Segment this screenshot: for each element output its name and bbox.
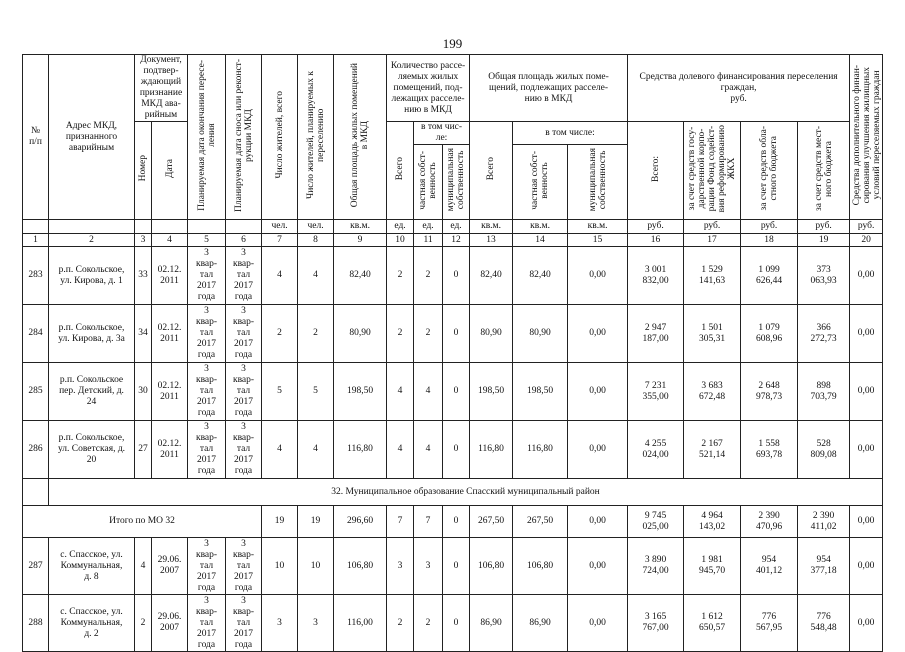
row-doc-date: 02.12. 2011	[152, 363, 188, 421]
subtotal-fund-total: 9 745 025,00	[628, 506, 684, 538]
subtotal-res-total: 19	[262, 506, 298, 538]
subtotal-additional: 0,00	[850, 506, 883, 538]
row-planned-end: 3 квар- тал 2017 года	[188, 538, 226, 595]
column-number: 5	[188, 234, 226, 247]
row-area: 116,00	[334, 595, 387, 652]
row-ar-municipal: 0,00	[568, 363, 628, 421]
row-additional: 0,00	[850, 305, 883, 363]
row-doc-number: 27	[135, 421, 152, 479]
column-number: 3	[135, 234, 152, 247]
column-number: 8	[298, 234, 334, 247]
header-document: Документ, подтвер- ждающий признание МКД ава- рийным	[135, 55, 188, 122]
column-number: 15	[568, 234, 628, 247]
header-rooms-total: Всего	[387, 122, 414, 220]
row-number: 284	[23, 305, 49, 363]
header-rooms-municipal: муниципальная собственность	[443, 145, 470, 220]
row-res-total: 4	[262, 421, 298, 479]
row-planned-end: 3 квар- тал 2017 года	[188, 595, 226, 652]
row-doc-number: 30	[135, 363, 152, 421]
row-fund-total: 2 947 187,00	[628, 305, 684, 363]
row-rooms-total: 2	[387, 247, 414, 305]
header-funding-fund: за счет средств госу- дарственной корпо- рации Фонд содейст- вия реформированию ЖКХ	[684, 122, 741, 220]
subtotal-ar-municipal: 0,00	[568, 506, 628, 538]
row-address: р.п. Сокольское, ул. Кирова, д. 3а	[49, 305, 135, 363]
row-rooms-private: 2	[414, 595, 443, 652]
row-number: 288	[23, 595, 49, 652]
column-number: 13	[470, 234, 513, 247]
row-fund-total: 7 231 355,00	[628, 363, 684, 421]
row-ar-municipal: 0,00	[568, 305, 628, 363]
table-row	[23, 595, 883, 652]
row-planned-end: 3 квар- тал 2017 года	[188, 247, 226, 305]
header-rooms-private: частная собст- венность	[414, 145, 443, 220]
row-ar-total: 116,80	[470, 421, 513, 479]
row-rooms-total: 2	[387, 305, 414, 363]
row-doc-date: 02.12. 2011	[152, 421, 188, 479]
row-ar-municipal: 0,00	[568, 421, 628, 479]
subtotal-fund-fund: 4 964 143,02	[684, 506, 741, 538]
row-planned-demolition: 3 квар- тал 2017 года	[226, 595, 262, 652]
row-fund-fund: 2 167 521,14	[684, 421, 741, 479]
row-rooms-municipal: 0	[443, 305, 470, 363]
column-number: 18	[741, 234, 798, 247]
header-area-resettle: Общая площадь жилых поме- щений, подлежащих расселе- нию в МКД	[470, 55, 628, 122]
row-ar-municipal: 0,00	[568, 595, 628, 652]
row-doc-date: 29.06. 2007	[152, 595, 188, 652]
row-doc-number: 2	[135, 595, 152, 652]
header-total-area: Общая площадь жилых помещений в МКД	[334, 55, 387, 220]
column-number: 2	[49, 234, 135, 247]
unit-cell: чел.	[262, 220, 298, 234]
row-res-planned: 5	[298, 363, 334, 421]
row-ar-private: 80,90	[513, 305, 568, 363]
unit-cell: руб.	[850, 220, 883, 234]
row-doc-number: 34	[135, 305, 152, 363]
row-area: 80,90	[334, 305, 387, 363]
row-address: р.п. Сокольское, ул. Советская, д. 20	[49, 421, 135, 479]
row-fund-fund: 1 612 650,57	[684, 595, 741, 652]
section-row	[23, 479, 883, 506]
table-row	[23, 305, 883, 363]
row-fund-regional: 1 558 693,78	[741, 421, 798, 479]
row-fund-regional: 2 648 978,73	[741, 363, 798, 421]
column-number: 12	[443, 234, 470, 247]
column-number: 14	[513, 234, 568, 247]
subtotal-fund-regional: 2 390 470,96	[741, 506, 798, 538]
unit-cell: ед.	[387, 220, 414, 234]
column-number: 17	[684, 234, 741, 247]
row-rooms-municipal: 0	[443, 247, 470, 305]
table-row	[23, 538, 883, 595]
row-planned-demolition: 3 квар- тал 2017 года	[226, 305, 262, 363]
column-number: 9	[334, 234, 387, 247]
row-fund-regional: 1 079 608,96	[741, 305, 798, 363]
row-ar-private: 86,90	[513, 595, 568, 652]
row-fund-local: 366 272,73	[798, 305, 850, 363]
row-fund-fund: 1 529 141,63	[684, 247, 741, 305]
column-number: 10	[387, 234, 414, 247]
subtotal-area: 296,60	[334, 506, 387, 538]
row-ar-total: 80,90	[470, 305, 513, 363]
row-fund-local: 373 063,93	[798, 247, 850, 305]
row-number: 286	[23, 421, 49, 479]
unit-cell: руб.	[798, 220, 850, 234]
column-number: 20	[850, 234, 883, 247]
header-planned-end: Планируемая дата окончания пересе- ления	[188, 55, 226, 220]
unit-cell: ед.	[414, 220, 443, 234]
row-rooms-municipal: 0	[443, 595, 470, 652]
row-rooms-total: 4	[387, 363, 414, 421]
row-fund-local: 776 548,48	[798, 595, 850, 652]
row-fund-fund: 1 981 945,70	[684, 538, 741, 595]
row-planned-end: 3 квар- тал 2017 года	[188, 421, 226, 479]
row-additional: 0,00	[850, 247, 883, 305]
header-area-municipal: муниципальная собственность	[568, 145, 628, 220]
row-fund-regional: 776 567,95	[741, 595, 798, 652]
unit-cell: кв.м.	[470, 220, 513, 234]
row-ar-private: 116,80	[513, 421, 568, 479]
row-fund-local: 898 703,79	[798, 363, 850, 421]
header-row-2	[23, 122, 883, 145]
unit-cell: чел.	[298, 220, 334, 234]
row-ar-private: 198,50	[513, 363, 568, 421]
table-row	[23, 247, 883, 305]
unit-cell: кв.м.	[513, 220, 568, 234]
header-rooms-incl: в том чис- ле:	[414, 122, 470, 145]
row-planned-end: 3 квар- тал 2017 года	[188, 363, 226, 421]
row-address: р.п. Сокольское пер. Детский, д. 24	[49, 363, 135, 421]
subtotal-rooms-municipal: 0	[443, 506, 470, 538]
row-fund-fund: 3 683 672,48	[684, 363, 741, 421]
row-ar-private: 82,40	[513, 247, 568, 305]
unit-cell: кв.м.	[334, 220, 387, 234]
row-rooms-total: 4	[387, 421, 414, 479]
page-number: 199	[442, 36, 463, 51]
row-res-total: 5	[262, 363, 298, 421]
unit-cell: руб.	[741, 220, 798, 234]
row-address: р.п. Сокольское, ул. Кирова, д. 1	[49, 247, 135, 305]
row-rooms-private: 2	[414, 247, 443, 305]
row-fund-local: 528 809,08	[798, 421, 850, 479]
row-fund-regional: 954 401,12	[741, 538, 798, 595]
column-number: 4	[152, 234, 188, 247]
row-res-total: 3	[262, 595, 298, 652]
row-res-planned: 10	[298, 538, 334, 595]
row-rooms-total: 2	[387, 595, 414, 652]
resettlement-table	[22, 54, 883, 652]
row-doc-number: 4	[135, 538, 152, 595]
subtotal-label: Итого по МО 32	[23, 506, 262, 538]
subtotal-row	[23, 506, 883, 538]
section-spacer	[23, 479, 49, 506]
header-funding-local: за счет средств мест- ного бюджета	[798, 122, 850, 220]
row-rooms-private: 4	[414, 363, 443, 421]
header-row-1	[23, 55, 883, 122]
row-additional: 0,00	[850, 538, 883, 595]
column-number: 11	[414, 234, 443, 247]
row-res-planned: 2	[298, 305, 334, 363]
row-fund-regional: 1 099 626,44	[741, 247, 798, 305]
row-additional: 0,00	[850, 421, 883, 479]
header-planned-demolition: Планируемая дата сноса или реконст- рукции МКД	[226, 55, 262, 220]
row-res-planned: 3	[298, 595, 334, 652]
row-rooms-municipal: 0	[443, 421, 470, 479]
row-res-total: 10	[262, 538, 298, 595]
unit-cell: кв.м.	[568, 220, 628, 234]
row-rooms-municipal: 0	[443, 538, 470, 595]
row-doc-number: 33	[135, 247, 152, 305]
header-funding: Средства долевого финансирования переселения граждан, руб.	[628, 55, 850, 122]
header-residents-total: Число жителей, всего	[262, 55, 298, 220]
row-res-planned: 4	[298, 421, 334, 479]
subtotal-rooms-private: 7	[414, 506, 443, 538]
column-number: 7	[262, 234, 298, 247]
row-additional: 0,00	[850, 363, 883, 421]
units-row	[23, 220, 883, 234]
header-area-private: частная собст- венность	[513, 145, 568, 220]
column-numbers-row	[23, 234, 883, 247]
row-address: с. Спасское, ул. Коммунальная, д. 2	[49, 595, 135, 652]
row-res-total: 2	[262, 305, 298, 363]
row-address: с. Спасское, ул. Коммунальная, д. 8	[49, 538, 135, 595]
row-planned-end: 3 квар- тал 2017 года	[188, 305, 226, 363]
row-rooms-private: 3	[414, 538, 443, 595]
header-residents-planned: Число жителей, планируемых к переселению	[298, 55, 334, 220]
row-rooms-municipal: 0	[443, 363, 470, 421]
row-rooms-private: 4	[414, 421, 443, 479]
header-area-total: Всего	[470, 122, 513, 220]
table-row	[23, 363, 883, 421]
row-res-planned: 4	[298, 247, 334, 305]
row-number: 285	[23, 363, 49, 421]
row-doc-date: 29.06. 2007	[152, 538, 188, 595]
column-number: 6	[226, 234, 262, 247]
row-ar-total: 82,40	[470, 247, 513, 305]
row-ar-municipal: 0,00	[568, 247, 628, 305]
subtotal-ar-private: 267,50	[513, 506, 568, 538]
row-ar-total: 86,90	[470, 595, 513, 652]
row-ar-total: 106,80	[470, 538, 513, 595]
header-area-incl: в том числе:	[513, 122, 628, 145]
header-funding-total: Всего:	[628, 122, 684, 220]
header-doc-number: Номер	[135, 122, 152, 220]
row-fund-total: 3 890 724,00	[628, 538, 684, 595]
column-number: 19	[798, 234, 850, 247]
section-title: 32. Муниципальное образование Спасский муниципальный район	[49, 479, 883, 506]
header-doc-date: Дата	[152, 122, 188, 220]
row-ar-total: 198,50	[470, 363, 513, 421]
row-fund-total: 3 001 832,00	[628, 247, 684, 305]
row-fund-local: 954 377,18	[798, 538, 850, 595]
row-doc-date: 02.12. 2011	[152, 247, 188, 305]
row-additional: 0,00	[850, 595, 883, 652]
row-number: 283	[23, 247, 49, 305]
header-num: № п/п	[23, 55, 49, 220]
header-address: Адрес МКД, признанного аварийным	[49, 55, 135, 220]
row-number: 287	[23, 538, 49, 595]
row-planned-demolition: 3 квар- тал 2017 года	[226, 538, 262, 595]
row-area: 198,50	[334, 363, 387, 421]
row-planned-demolition: 3 квар- тал 2017 года	[226, 421, 262, 479]
row-area: 82,40	[334, 247, 387, 305]
header-funding-regional: за счет средств обла- стного бюджета	[741, 122, 798, 220]
row-doc-date: 02.12. 2011	[152, 305, 188, 363]
row-planned-demolition: 3 квар- тал 2017 года	[226, 247, 262, 305]
row-ar-municipal: 0,00	[568, 538, 628, 595]
unit-cell: руб.	[684, 220, 741, 234]
row-rooms-private: 2	[414, 305, 443, 363]
row-planned-demolition: 3 квар- тал 2017 года	[226, 363, 262, 421]
subtotal-rooms-total: 7	[387, 506, 414, 538]
unit-cell: ед.	[443, 220, 470, 234]
row-fund-fund: 1 501 305,31	[684, 305, 741, 363]
row-fund-total: 4 255 024,00	[628, 421, 684, 479]
table-row	[23, 421, 883, 479]
row-area: 116,80	[334, 421, 387, 479]
row-ar-private: 106,80	[513, 538, 568, 595]
row-fund-total: 3 165 767,00	[628, 595, 684, 652]
subtotal-fund-local: 2 390 411,02	[798, 506, 850, 538]
header-additional: Средства дополнительного финан- сирования улучшения жилищных условий переселяемых граждан	[850, 55, 883, 220]
column-number: 1	[23, 234, 49, 247]
row-res-total: 4	[262, 247, 298, 305]
row-rooms-total: 3	[387, 538, 414, 595]
subtotal-res-planned: 19	[298, 506, 334, 538]
row-area: 106,80	[334, 538, 387, 595]
unit-cell: руб.	[628, 220, 684, 234]
column-number: 16	[628, 234, 684, 247]
header-rooms-count: Количество рассе- ляемых жилых помещений, под- лежащих расселе- нию в МКД	[387, 55, 470, 122]
subtotal-ar-total: 267,50	[470, 506, 513, 538]
